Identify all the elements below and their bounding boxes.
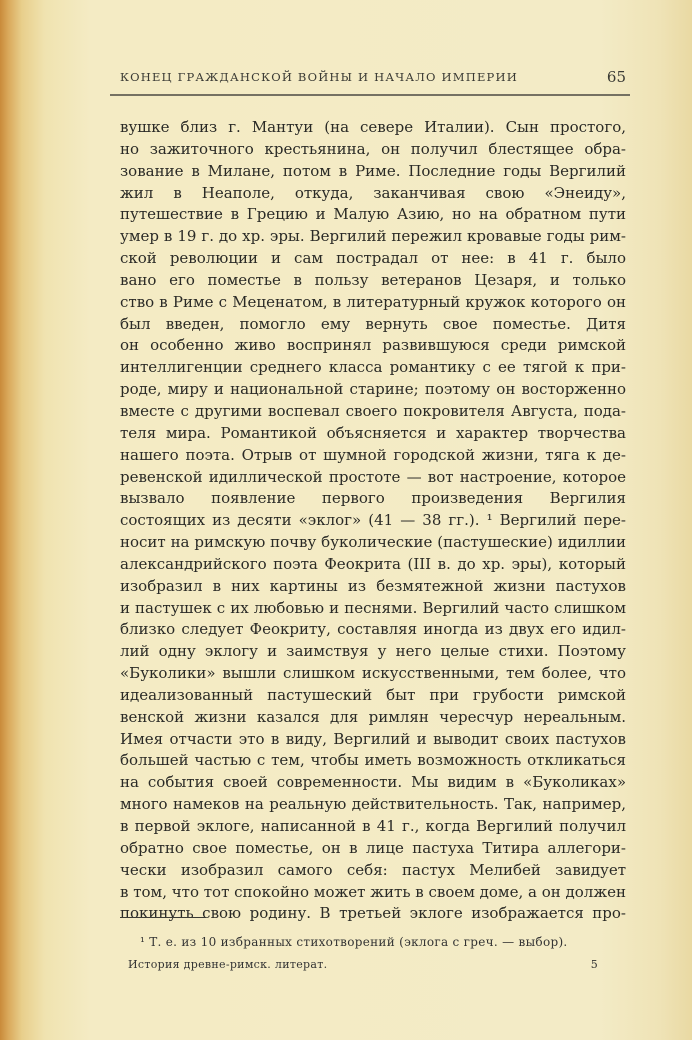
- page-header: [120, 68, 626, 88]
- text-line: идеализованный пастушеский быт при грубости римской: [120, 685, 626, 704]
- text-line: был введен, помогло ему вернуть свое поместье. Дитя: [120, 314, 626, 333]
- footnote-rule: [120, 917, 206, 918]
- text-line: жил в Неаполе, откуда, заканчивая свою «Энеиду»,: [120, 183, 626, 202]
- text-line: обратно свое поместье, он в лице пастуха Титира аллегори-: [120, 838, 626, 857]
- text-line: и пастушек с их любовью и песнями. Вергилий часто слишком: [120, 598, 626, 617]
- text-line: путешествие в Грецию и Малую Азию, но на обратном пути: [120, 205, 626, 224]
- text-line: ревенской идиллической простоте — вот настроение, которое: [120, 467, 626, 486]
- text-line: ской революции и сам пострадал от нее: в 41 г. было: [120, 249, 626, 268]
- text-line: на события своей современности. Мы видим в «Буколиках»: [120, 773, 626, 792]
- text-line: много намеков на реальную действительность. Так, например,: [120, 795, 626, 814]
- signature-text: История древне-римск. литерат.: [128, 958, 328, 971]
- text-line: вместе с другими воспевал своего покровителя Августа, пода-: [120, 401, 626, 420]
- text-line: «Буколики» вышли слишком искусственными, тем более, что: [120, 664, 626, 683]
- header-rule: [110, 94, 630, 96]
- page-number: 65: [606, 68, 626, 86]
- text-line: нашего поэта. Отрыв от шумной городской жизни, тяга к де-: [120, 445, 626, 464]
- text-line: вушке близ г. Мантуи (на севере Италии). Сын простого,: [120, 118, 626, 136]
- footnote: ¹ Т. е. из 10 избранных стихотворений (эклога с греч. — выбор).: [140, 935, 568, 949]
- text-line: большей частью с тем, чтобы иметь возможность откликаться: [120, 751, 626, 770]
- text-line: в первой эклоге, написанной в 41 г., когда Вергилий получил: [120, 817, 626, 835]
- running-title: КОНЕЦ ГРАЖДАНСКОЙ ВОЙНЫ И НАЧАЛО ИМПЕРИИ: [120, 70, 518, 84]
- body-text: [120, 117, 626, 925]
- text-line: зование в Милане, потом в Риме. Последние годы Вергилий: [120, 161, 626, 180]
- text-line: умер в 19 г. до хр. эры. Вергилий пережил кровавые годы рим-: [120, 227, 626, 246]
- text-line: александрийского поэта Феокрита (III в. до хр. эры), который: [120, 554, 626, 573]
- text-line: интеллигенции среднего класса романтику с ее тягой к при-: [120, 358, 626, 377]
- text-line: покинуть свою родину. В третьей эклоге изображается про-: [120, 904, 626, 923]
- text-line: Имея отчасти это в виду, Вергилий и выводит своих пастухов: [120, 729, 626, 748]
- text-line: вызвало появление первого произведения Вергилия: [120, 489, 626, 508]
- text-line: носит на римскую почву буколические (пастушеские) идиллии: [120, 533, 626, 552]
- text-line: он особенно живо воспринял развившуюся среди римской: [120, 336, 626, 355]
- text-line: роде, миру и национальной старине; поэтому он восторженно: [120, 380, 626, 399]
- text-line: чески изобразил самого себя: пастух Мелибей завидует: [120, 860, 626, 879]
- text-line: лий одну эклогу и заимствуя у него целые стихи. Поэтому: [120, 642, 626, 661]
- text-line: ство в Риме с Меценатом, в литературный кружок которого он: [120, 292, 626, 311]
- text-line: состоящих из десяти «эклог» (41 — 38 гг.). ¹ Вергилий пере-: [120, 511, 626, 530]
- text-line: вано его поместье в пользу ветеранов Цезаря, и только: [120, 270, 626, 289]
- signature-number: 5: [590, 958, 598, 971]
- text-line: венской жизни казался для римлян чересчур нереальным.: [120, 707, 626, 726]
- text-line: теля мира. Романтикой объясняется и характер творчества: [120, 423, 626, 442]
- printer-signature: [128, 958, 598, 971]
- text-line: близко следует Феокриту, составляя иногда из двух его идил-: [120, 620, 626, 639]
- text-line: но зажиточного крестьянина, он получил блестящее обра-: [120, 139, 626, 158]
- text-line: изобразил в них картины из безмятежной жизни пастухов: [120, 576, 626, 595]
- text-line: в том, что тот спокойно может жить в своем доме, а он должен: [120, 882, 626, 901]
